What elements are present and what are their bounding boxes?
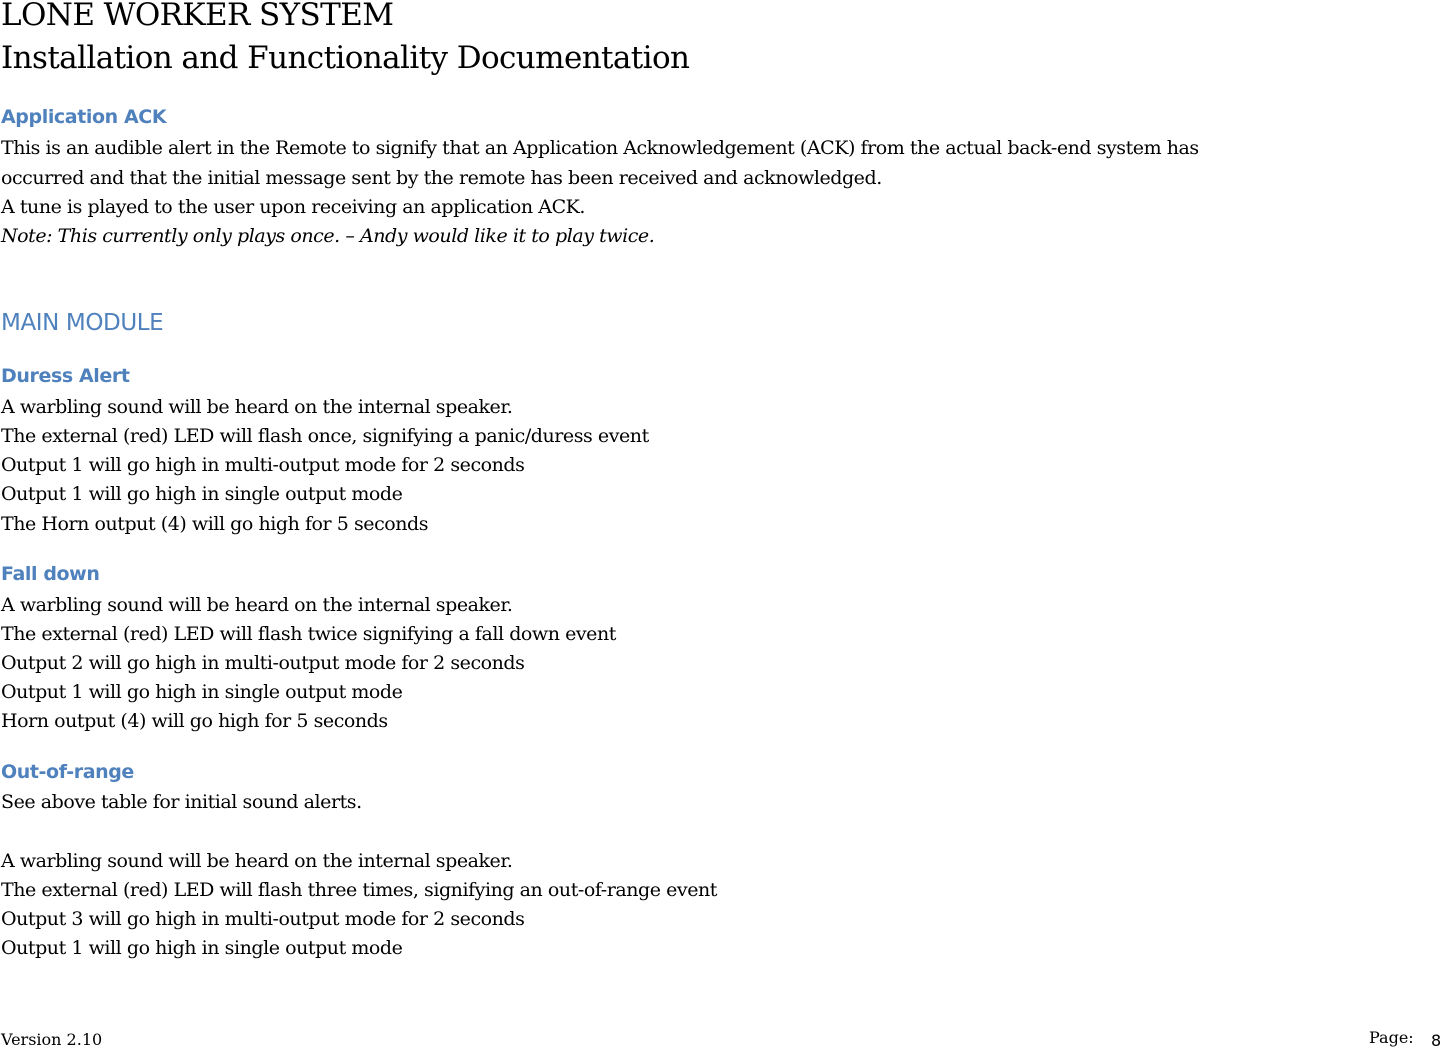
duress-alert-line: The external (red) LED will flash once, signifying a panic/duress event xyxy=(1,425,649,447)
application-ack-note: Note: This currently only plays once. – Andy would like it to play twice. xyxy=(1,225,655,247)
fall-down-line: A warbling sound will be heard on the internal speaker. xyxy=(1,594,513,616)
out-of-range-intro: See above table for initial sound alerts. xyxy=(1,791,362,813)
fall-down-heading: Fall down xyxy=(1,563,100,585)
out-of-range-line: Output 1 will go high in single output mode xyxy=(1,937,403,959)
fall-down-line: Output 2 will go high in multi-output mode for 2 seconds xyxy=(1,652,525,674)
duress-alert-line: Output 1 will go high in multi-output mode for 2 seconds xyxy=(1,454,525,476)
application-ack-line: This is an audible alert in the Remote to signify that an Application Acknowledgement (ACK) from the actual back-end system has xyxy=(1,137,1199,159)
footer-version: Version 2.10 xyxy=(1,1030,103,1049)
duress-alert-line: The Horn output (4) will go high for 5 seconds xyxy=(1,513,429,535)
title-line-1: LONE WORKER SYSTEM xyxy=(1,0,394,33)
out-of-range-line: A warbling sound will be heard on the internal speaker. xyxy=(1,850,513,872)
fall-down-line: Horn output (4) will go high for 5 seconds xyxy=(1,710,388,732)
footer-page-number: 8 xyxy=(1431,1031,1442,1050)
application-ack-line: A tune is played to the user upon receiving an application ACK. xyxy=(1,196,585,218)
application-ack-heading: Application ACK xyxy=(1,106,167,128)
duress-alert-line: A warbling sound will be heard on the internal speaker. xyxy=(1,396,513,418)
duress-alert-heading: Duress Alert xyxy=(1,365,130,387)
title-line-2: Installation and Functionality Documentation xyxy=(1,40,690,76)
footer-page-label: Page: xyxy=(1369,1028,1414,1047)
main-module-heading: MAIN MODULE xyxy=(1,310,164,336)
out-of-range-line: The external (red) LED will flash three times, signifying an out-of-range event xyxy=(1,879,717,901)
out-of-range-heading: Out-of-range xyxy=(1,761,134,783)
application-ack-line: occurred and that the initial message sent by the remote has been received and acknowledged. xyxy=(1,167,882,189)
duress-alert-line: Output 1 will go high in single output mode xyxy=(1,483,403,505)
out-of-range-line: Output 3 will go high in multi-output mode for 2 seconds xyxy=(1,908,525,930)
fall-down-line: The external (red) LED will flash twice signifying a fall down event xyxy=(1,623,616,645)
document-title xyxy=(1,0,689,80)
fall-down-line: Output 1 will go high in single output mode xyxy=(1,681,403,703)
